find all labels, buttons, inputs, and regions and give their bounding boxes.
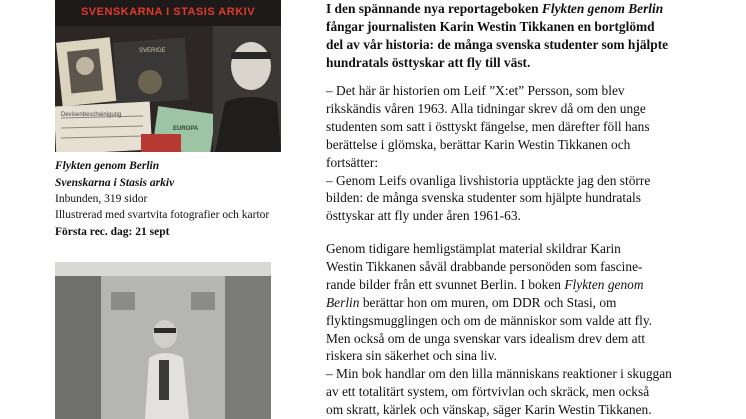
book-cover-image — [55, 0, 281, 152]
intro-line-3: del av vår historia: de många svenska studenter som hjälpte — [326, 36, 669, 52]
p2-line-4 — [326, 294, 726, 312]
intro-line-1 — [326, 0, 726, 18]
book-subtitle: Svenskarna i Stasis arkiv — [55, 177, 175, 189]
intro-text-before: I den spännande nya reportageboken — [326, 1, 542, 16]
p1-line: studenten som satt i östtyskt fängelse, men därefter föll hans — [326, 118, 650, 134]
article-intro — [326, 0, 726, 72]
author-subject-photo — [55, 262, 271, 419]
p1-line: bilden: de många svenska studenter som hjälpte hundratals — [326, 190, 641, 206]
p2-line-2: Westin Tikkanen såväl drabbande personöden som fascine- — [326, 258, 643, 274]
p2-line-4-text: berättar hon om muren, om DDR och Stasi, om — [359, 294, 617, 310]
intro-line-2: fångar journalisten Karin Westin Tikkanen en bortglömd — [326, 18, 655, 34]
p1-line: fortsätter: — [326, 154, 379, 170]
cover-collage — [55, 0, 281, 152]
p2-line-5: flyktingsmugglingen och om de människor som valde att fly. — [326, 312, 653, 328]
p2-line-6: Men också om de unga svenskar vars idealism drev dem att — [326, 330, 646, 346]
p2-line-3-text: rande bilder från ett svunnet Berlin. I boken — [326, 276, 565, 292]
book-format: Inbunden, 319 sidor — [55, 193, 148, 205]
cover-stamp-text: Devisenbescheinigung — [61, 112, 122, 118]
article-paragraph-2 — [326, 240, 726, 419]
p1-line: – Det här är historien om Leif ”X:et” Persson, som blev — [326, 83, 625, 98]
p1-line: östtyskar att fly under åren 1961-63. — [326, 208, 521, 224]
street-photo — [55, 262, 271, 419]
p2-line-8: – Min bok handlar om den lilla människans reaktioner i skuggan — [326, 366, 672, 382]
cover-passport-label: SVERIGE — [139, 48, 166, 54]
p2-line-9: av ett totalitärt system, om förtvivlan och skräck, men också — [326, 384, 650, 400]
intro-line-4: hundratals östtyskar att fly till väst. — [326, 54, 531, 70]
p1-line: – Genom Leifs ovanliga livshistoria upptäckte jag den större — [326, 172, 651, 188]
p2-line-7: riskera sin säkerhet och sina liv. — [326, 348, 497, 364]
p2-line-10: om skratt, kärlek och vänskap, säger Karin Westin Tikkanen. — [326, 402, 652, 418]
cover-train-label: EUROPA — [173, 126, 199, 132]
intro-book-title: Flykten genom Berlin — [541, 1, 664, 16]
p2-line-1: Genom tidigare hemligstämplat material skildrar Karin — [326, 241, 621, 256]
p2-line-3 — [326, 276, 726, 294]
book-illustrations: Illustrerad med svartvita fotografier och kartor — [55, 209, 270, 221]
p1-line: rikskändis våren 1963. Alla tidningar skrev då om den unge — [326, 100, 646, 116]
p2-book-title-part1: Flykten genom — [564, 276, 644, 292]
article-paragraph-1 — [326, 82, 726, 225]
book-review-date: Första rec. dag: 21 sept — [55, 226, 170, 238]
p1-line: berättelse i glömska, berättar Karin Westin Tikkanen och — [326, 136, 631, 152]
p2-book-title-part2: Berlin — [326, 294, 360, 310]
cover-title: SVENSKARNA I STASIS ARKIV — [80, 6, 256, 18]
book-title: Flykten genom Berlin — [55, 160, 160, 172]
